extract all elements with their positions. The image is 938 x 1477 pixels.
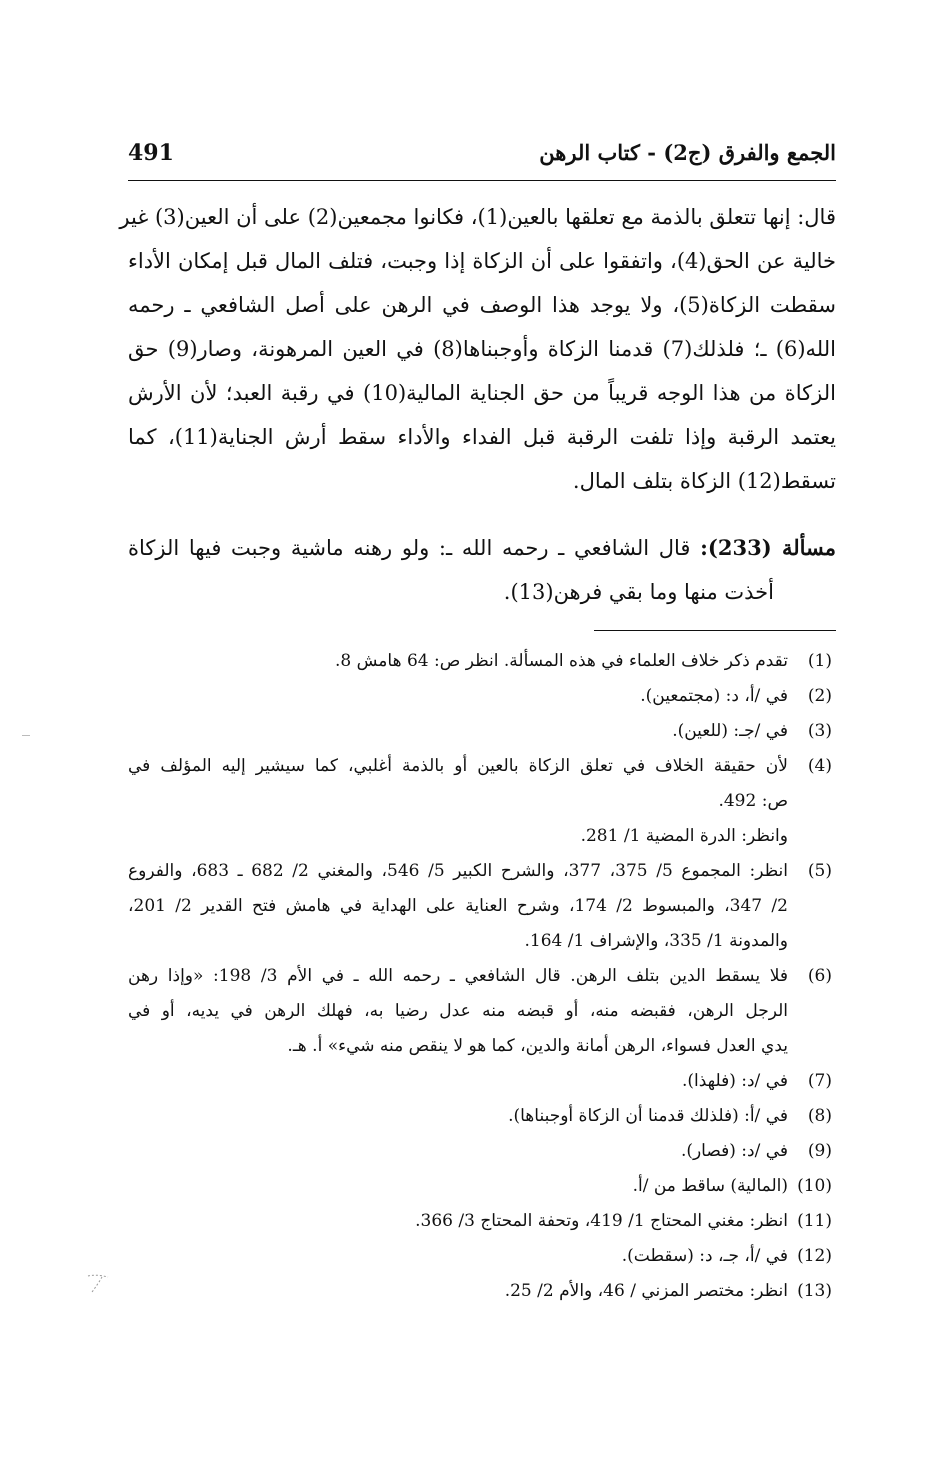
footnote-rule xyxy=(594,630,836,631)
body-line: قال: إنها تتعلق بالذمة مع تعلقها بالعين(1)، فكانوا مجمعين(2) على أن العين(3) غير xyxy=(119,205,836,229)
footnote-number: (13) xyxy=(797,1281,832,1301)
footnote-number: (11) xyxy=(797,1211,832,1231)
footnote-6 xyxy=(128,959,836,1064)
issue-label: مسألة (233): xyxy=(700,535,837,560)
footnote-number: (9) xyxy=(807,1141,832,1161)
footnote-text: في /أ: (فلذلك قدمنا أن الزكاة أوجبناها). xyxy=(508,1106,788,1126)
footnote-text: انظر: مغني المحتاج 1/ 419، وتحفة المحتاج 3/ 366. xyxy=(415,1211,788,1231)
body-line: سقطت الزكاة(5)، ولا يوجد هذا الوصف في الرهن على أصل الشافعي ـ رحمه xyxy=(128,293,836,317)
issue-233 xyxy=(128,526,836,614)
header-rule xyxy=(128,180,836,181)
footnote-number: (12) xyxy=(797,1246,832,1266)
body-line: الله(6) ـ؛ فلذلك(7) قدمنا الزكاة وأوجبناها(8) في العين المرهونة، وصار(9) حق xyxy=(128,337,836,361)
footnote-text: ص: 492. xyxy=(718,791,788,811)
footnote-2 xyxy=(128,679,836,714)
body-line: تسقط(12) الزكاة بتلف المال. xyxy=(572,469,836,493)
footnote-10 xyxy=(128,1169,836,1204)
footnote-number: (6) xyxy=(807,966,832,986)
issue-second-line: أخذت منها وما بقي فرهن(13). xyxy=(503,580,774,604)
footnote-text: لأن حقيقة الخلاف في تعلق الزكاة بالعين أو بالذمة أغلبي، كما سيشير إليه المؤلف في xyxy=(128,756,788,776)
footnote-text: والمدونة 1/ 335، والإشراف 1/ 164. xyxy=(524,931,788,951)
issue-text: قال الشافعي ـ رحمه الله ـ: ولو رهنه ماشية وجبت فيها الزكاة xyxy=(128,536,691,560)
body-line: الزكاة من هذا الوجه قريباً من حق الجناية المالية(10) في رقبة العبد؛ لأن الأرش xyxy=(128,381,836,405)
footnote-number: (10) xyxy=(797,1176,832,1196)
body-line: يعتمد الرقبة وإذا تلفت الرقبة قبل الفداء والأداء سقط أرش الجناية(11)، كما xyxy=(128,425,836,449)
footnote-3 xyxy=(128,714,836,749)
footnote-12 xyxy=(128,1239,836,1274)
footnote-number: (4) xyxy=(807,756,832,776)
footnote-text: الرجل الرهن، فقبضه منه، أو قبضه منه عدل رضيا به، فهلك الرهن في يديه، أو في xyxy=(128,1001,788,1021)
footnote-13 xyxy=(128,1274,836,1309)
page-number: 491 xyxy=(128,140,174,166)
footnote-1 xyxy=(128,644,836,679)
footnote-number: (1) xyxy=(807,651,832,671)
footnote-text: وانظر: الدرة المضية 1/ 281. xyxy=(580,826,788,846)
footnote-9 xyxy=(128,1134,836,1169)
footnote-text: انظر: مختصر المزني / 46، والأم 2/ 25. xyxy=(504,1281,788,1301)
footnote-text: يدي العدل فسواء، الرهن أمانة والدين، كما هو لا ينقص منه شيء» أ. هـ. xyxy=(287,1036,788,1056)
footnote-5 xyxy=(128,854,836,959)
footnotes xyxy=(128,644,836,1309)
running-title: الجمع والفرق (ج2) - كتاب الرهن xyxy=(539,140,836,165)
footnote-text: انظر: المجموع 5/ 375، 377، والشرح الكبير 5/ 546، والمغني 2/ 682 ـ 683، والفروع xyxy=(128,861,788,881)
footnote-number: (3) xyxy=(807,721,832,741)
footnote-number: (5) xyxy=(807,861,832,881)
footnote-text: 2/ 347، والمبسوط 2/ 174، وشرح العناية على الهداية في هامش فتح القدير 2/ 201، xyxy=(128,896,788,916)
footnote-number: (2) xyxy=(807,686,832,706)
footnote-text: فلا يسقط الدين بتلف الرهن. قال الشافعي ـ رحمه الله ـ في الأم 3/ 198: «وإذا رهن xyxy=(128,966,788,986)
footnote-text: في /د: (فلهذا). xyxy=(681,1071,788,1091)
footnote-11 xyxy=(128,1204,836,1239)
footnote-8 xyxy=(128,1099,836,1134)
footnote-text: (المالية) ساقط من /أ. xyxy=(632,1176,788,1196)
footnote-text: تقدم ذكر خلاف العلماء في هذه المسألة. انظر ص: 64 هامش 8. xyxy=(335,651,788,671)
footnote-text: في /أ، جـ، د: (سقطت). xyxy=(621,1246,788,1266)
scan-stray-mark xyxy=(86,1272,112,1294)
footnote-text: في /د: (فصار). xyxy=(680,1141,788,1161)
footnote-text: في /أ، د: (مجتمعين). xyxy=(640,686,788,706)
footnote-number: (8) xyxy=(807,1106,832,1126)
issue-first-line xyxy=(128,526,836,570)
body-line: خالية عن الحق(4)، واتفقوا على أن الزكاة إذا وجبت، فتلف المال قبل إمكان الأداء xyxy=(128,249,836,273)
footnote-4 xyxy=(128,749,836,854)
footnote-number: (7) xyxy=(807,1071,832,1091)
scan-margin-mark xyxy=(22,735,30,736)
footnote-text: في /جـ: (للعين). xyxy=(672,721,788,741)
main-paragraph xyxy=(119,195,836,503)
footnote-7 xyxy=(128,1064,836,1099)
